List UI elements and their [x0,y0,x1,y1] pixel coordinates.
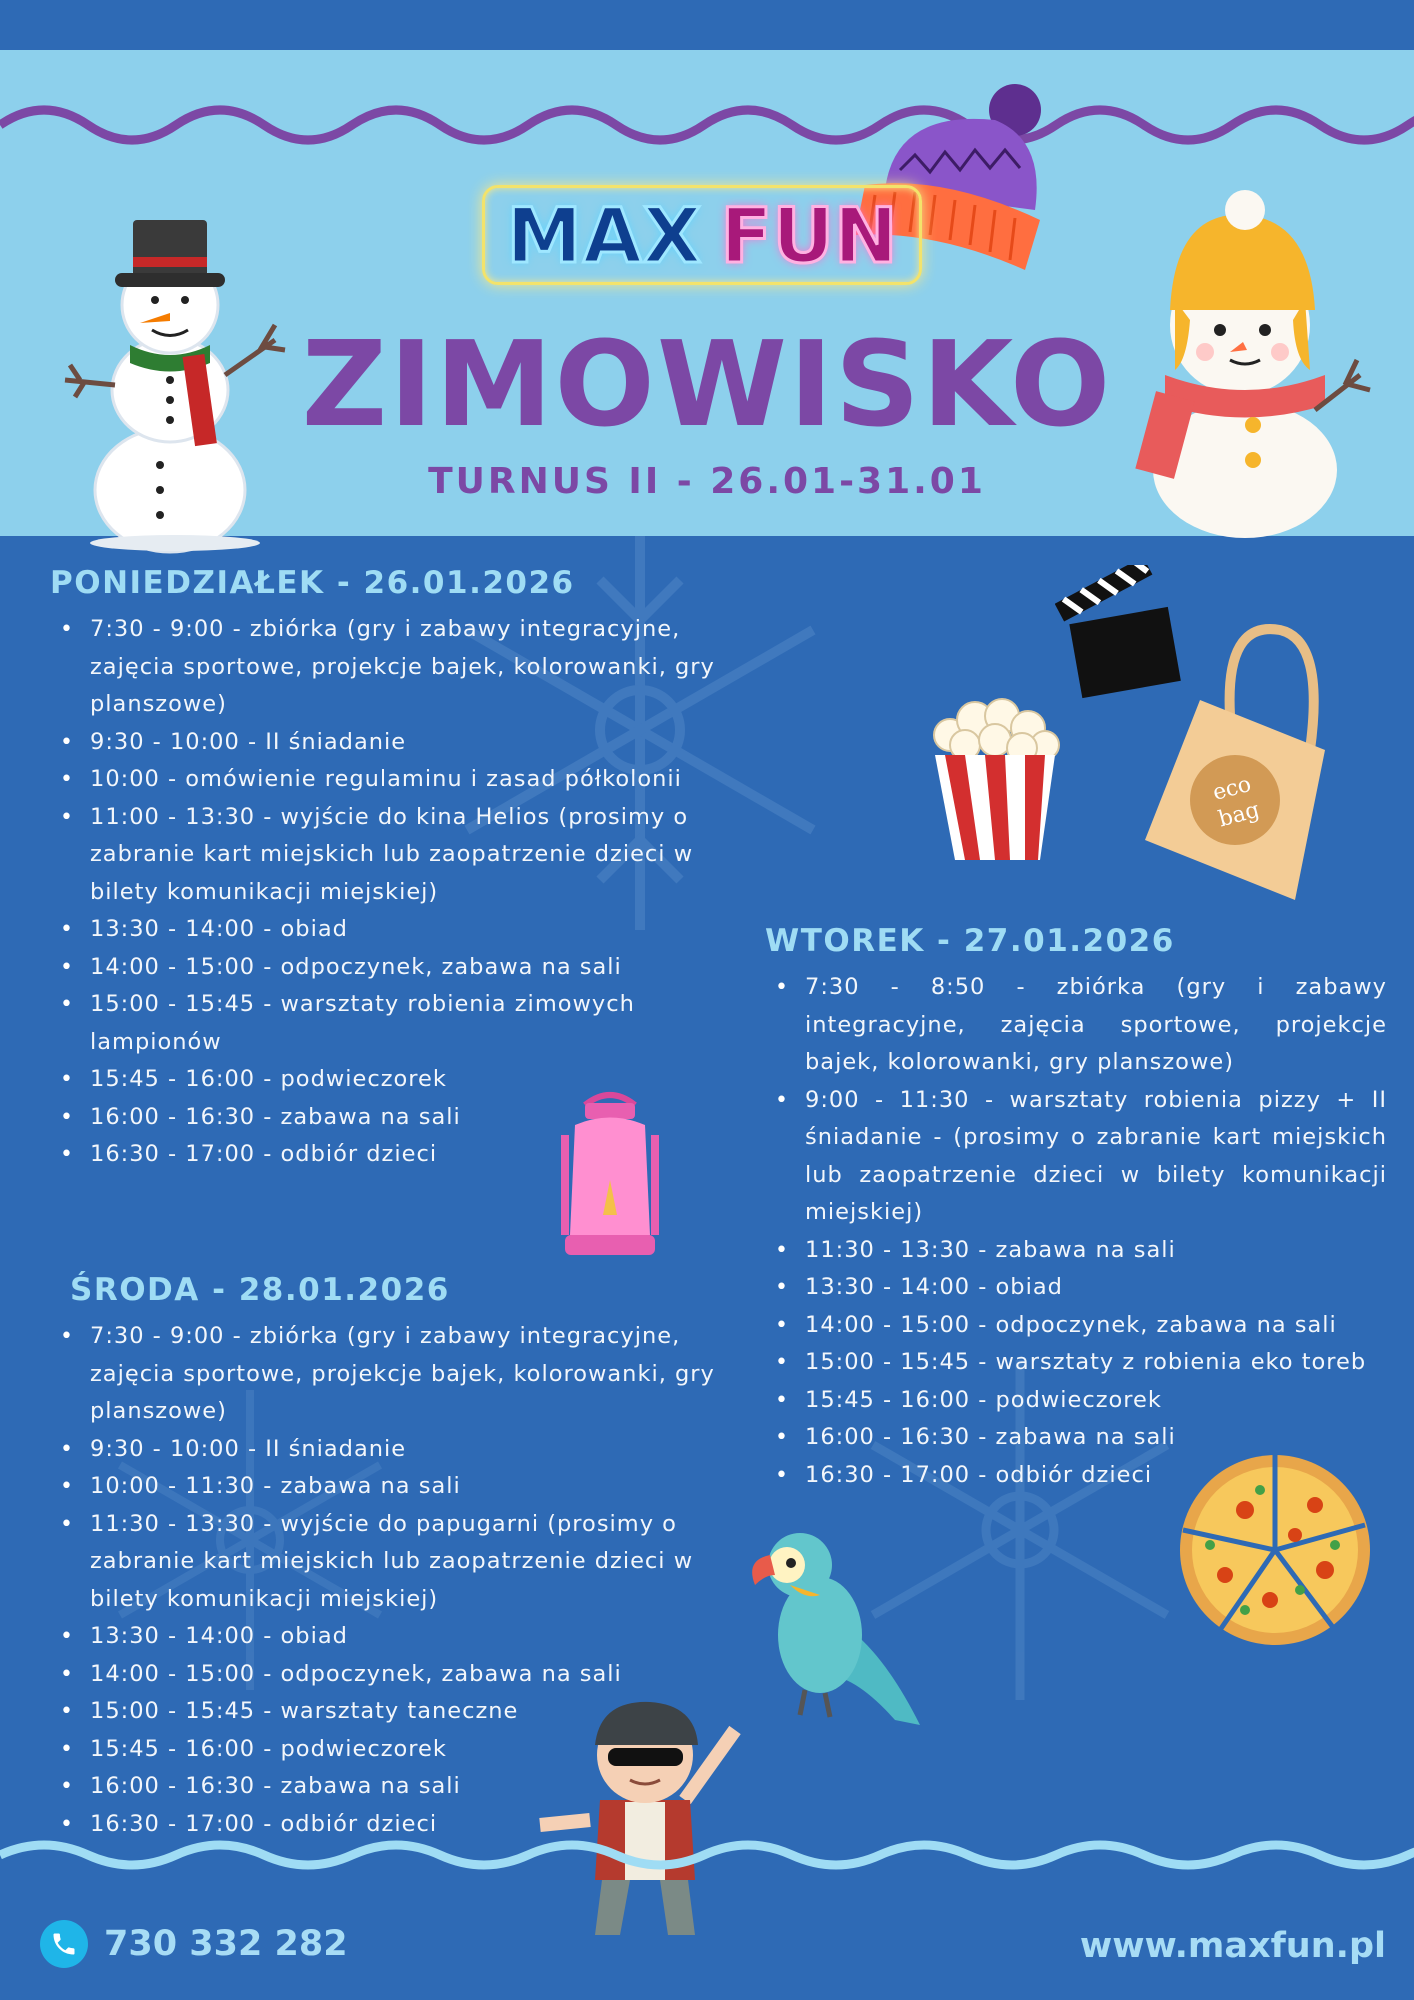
schedule-item: • 14:00 - 15:00 - odpoczynek, zabawa na sali [50,1656,750,1694]
schedule-item: • 16:00 - 16:30 - zabawa na sali [765,1419,1387,1457]
schedule-item: • 16:30 - 17:00 - odbiór dzieci [765,1457,1387,1495]
eco-bag-label: eco [1210,771,1254,806]
schedule-item: • 15:45 - 16:00 - podwieczorek [765,1382,1387,1420]
schedule-item: • 16:30 - 17:00 - odbiór dzieci [50,1806,750,1844]
schedule-item: • 9:00 - 11:30 - warsztaty robienia pizzy + II śniadanie - (prosimy o zabranie kart miejskich lub zaopatrzenie dzieci w bilety komunikacji miejskiej) [765,1082,1387,1232]
day-heading: ŚRODA - 28.01.2026 [70,1272,450,1308]
phone-icon [40,1920,88,1968]
phone-contact[interactable] [40,1920,348,1968]
day-tuesday [765,923,1387,1494]
schedule-item: • 15:45 - 16:00 - podwieczorek [50,1731,750,1769]
bottom-wave-line [0,1835,1414,1875]
schedule-item: • 13:30 - 14:00 - obiad [765,1269,1387,1307]
schedule-item: • 16:30 - 17:00 - odbiór dzieci [50,1136,750,1174]
max-fun-logo [482,185,922,285]
page-title: ZIMOWISKO [301,315,1113,453]
schedule-item: • 10:00 - omówienie regulaminu i zasad półkolonii [50,761,750,799]
logo-fun-text: FUN [720,190,898,280]
schedule-item: • 15:00 - 15:45 - warsztaty z robienia eko toreb [765,1344,1387,1382]
parrot-icon [745,1525,925,1730]
schedule-item: • 7:30 - 8:50 - zbiórka (gry i zabawy integracyjne, zajęcia sportowe, projekcje bajek, kolorowanki, gry planszowe) [765,969,1387,1082]
schedule-item: • 11:30 - 13:30 - wyjście do papugarni (prosimy o zabranie kart miejskich lub zaopatrzenie dzieci w bilety komunikacji miejskiej) [50,1506,750,1619]
schedule-item: • 11:00 - 13:30 - wyjście do kina Helios (prosimy o zabranie kart miejskich lub zaopatrzenie dzieci w bilety komunikacji miejskiej) [50,799,750,912]
schedule-item: • 13:30 - 14:00 - obiad [50,911,750,949]
day-monday [50,565,750,1174]
day-heading: WTOREK - 27.01.2026 [765,923,1175,959]
schedule-item: • 13:30 - 14:00 - obiad [50,1618,750,1656]
schedule-item: • 10:00 - 11:30 - zabawa na sali [50,1468,750,1506]
schedule-item: • 7:30 - 9:00 - zbiórka (gry i zabawy integracyjne, zajęcia sportowe, projekcje bajek, kolorowanki, gry planszowe) [50,611,750,724]
schedule-list [765,969,1387,1494]
schedule-item: • 7:30 - 9:00 - zbiórka (gry i zabawy integracyjne, zajęcia sportowe, projekcje bajek, kolorowanki, gry planszowe) [50,1318,750,1431]
wavy-line [0,95,1414,155]
logo-max-text: MAX [506,190,703,280]
eco-bag-icon [1135,610,1355,910]
schedule-item: • 16:00 - 16:30 - zabawa na sali [50,1768,750,1806]
cartoon-boy-icon [530,1690,760,1950]
schedule-item: • 16:00 - 16:30 - zabawa na sali [50,1099,750,1137]
schedule-item: • 15:00 - 15:45 - warsztaty robienia zimowych lampionów [50,986,750,1061]
schedule-item: • 11:30 - 13:30 - zabawa na sali [765,1232,1387,1270]
website-link[interactable]: www.maxfun.pl [1079,1926,1386,1966]
schedule-item: • 14:00 - 15:00 - odpoczynek, zabawa na sali [765,1307,1387,1345]
schedule-item: • 14:00 - 15:00 - odpoczynek, zabawa na sali [50,949,750,987]
day-heading: PONIEDZIAŁEK - 26.01.2026 [50,565,575,601]
schedule-item: • 15:00 - 15:45 - warsztaty taneczne [50,1693,750,1731]
eco-bag-label: bag [1215,797,1263,833]
phone-number[interactable]: 730 332 282 [104,1924,348,1964]
lantern-icon [545,1085,675,1275]
popcorn-icon [920,690,1070,870]
page-subtitle: TURNUS II - 26.01-31.01 [428,461,986,502]
schedule-item: • 9:30 - 10:00 - II śniadanie [50,1431,750,1469]
schedule-item: • 15:45 - 16:00 - podwieczorek [50,1061,750,1099]
schedule-item: • 9:30 - 10:00 - II śniadanie [50,724,750,762]
pizza-icon [1175,1450,1375,1650]
top-bar [0,0,1414,50]
